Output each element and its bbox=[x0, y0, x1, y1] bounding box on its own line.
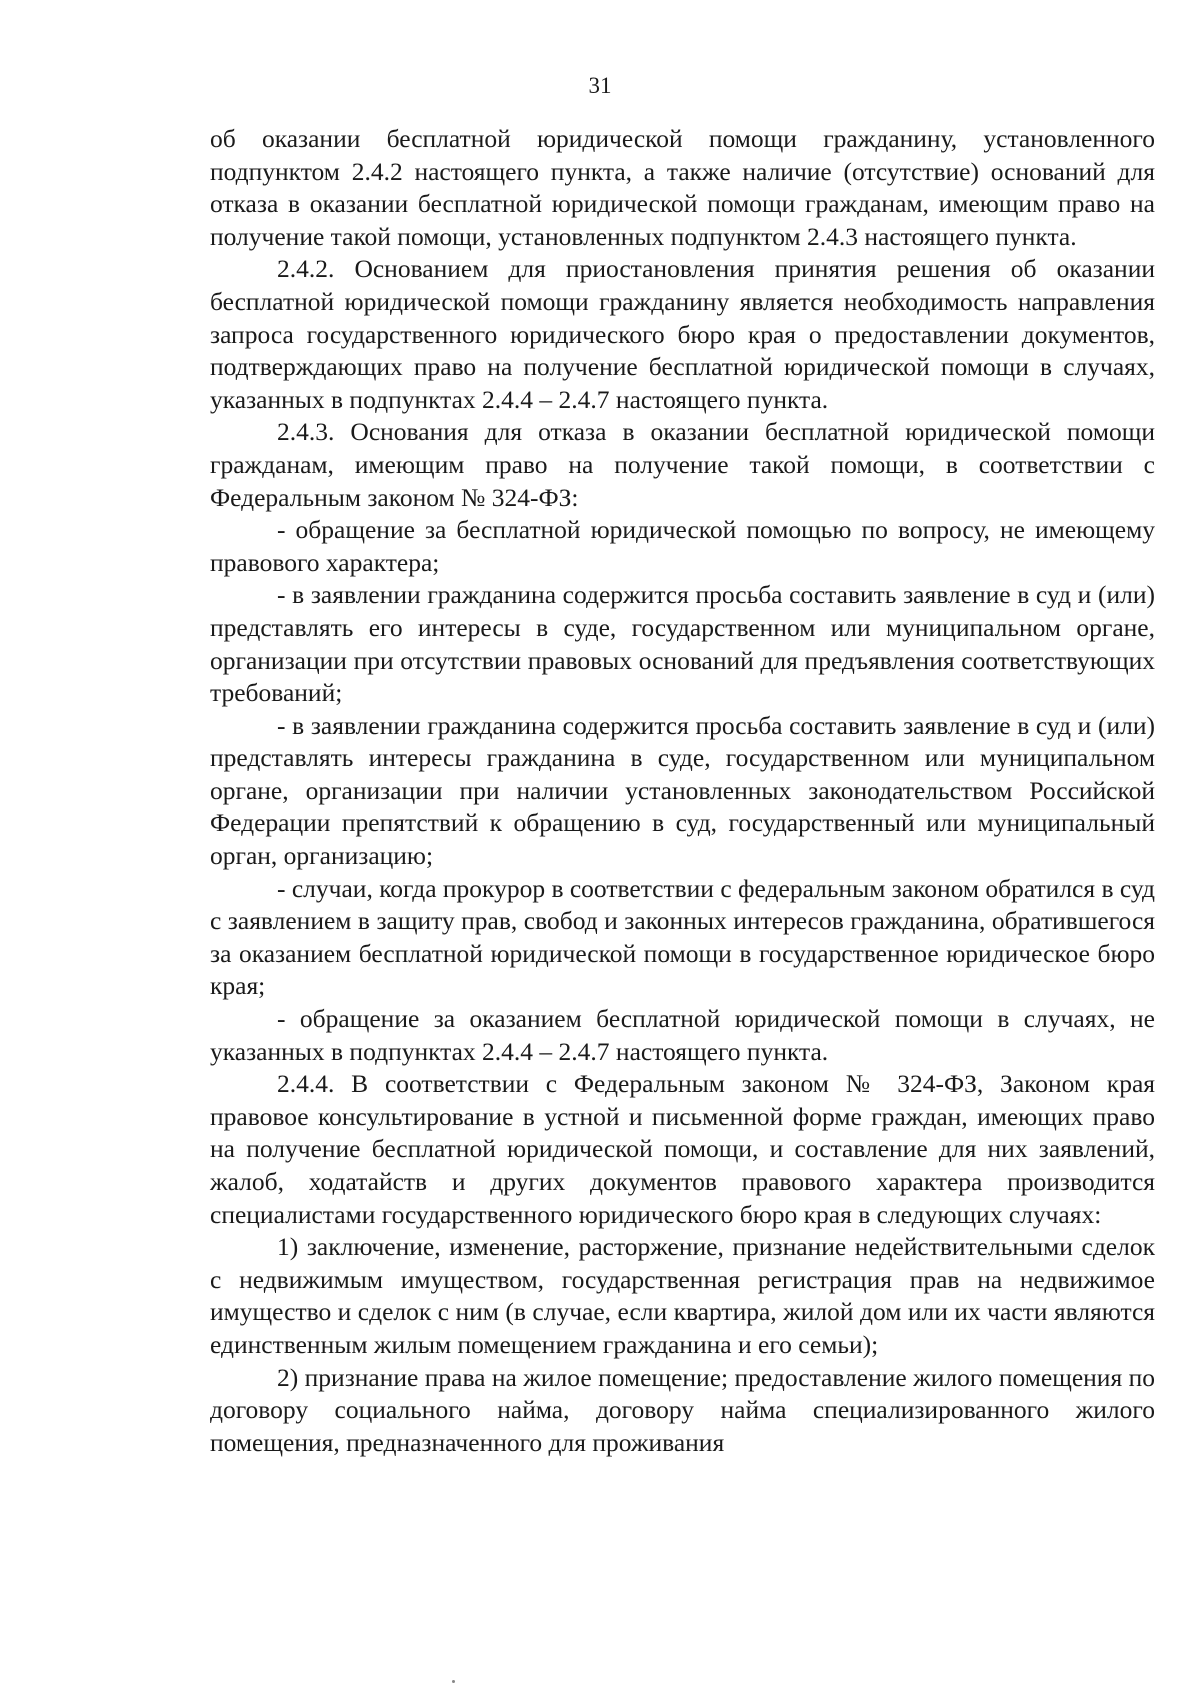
list-item-no-legal-grounds: - в заявлении гражданина содержится просьба составить заявление в суд и (или) представлять его интересы в суде, государственном или муниципальном органе, организации при отсутствии правовых оснований для предъявления соответствующих требований; bbox=[210, 580, 1155, 708]
paragraph-2-4-4: 2.4.4. В соответствии с Федеральным законом № 324-ФЗ, Законом края правовое консультирование в устной и письменной форме граждан, имеющих право на получение бесплатной юридической помощи, и составление для них заявлений, жалоб, ходатайств и других документов правового характера производится специалистами государственного юридического бюро края в следующих случаях: bbox=[210, 1069, 1155, 1229]
list-item-no-legal-character: - обращение за бесплатной юридической помощью по вопросу, не имеющему правового характера; bbox=[210, 515, 1155, 577]
list-item-legal-obstacles: - в заявлении гражданина содержится просьба составить заявление в суд и (или) представлять интересы гражданина в суде, государственном или муниципальном органе, организации при наличии установленных законодательством Российской Федерации препятствий к обращению в суд, государственный или муниципальный орган, организацию; bbox=[210, 710, 1155, 871]
list-item-not-specified-cases: - обращение за оказанием бесплатной юридической помощи в случаях, не указанных в подпунктах 2.4.4 – 2.4.7 настоящего пункта. bbox=[210, 1004, 1155, 1066]
paragraph-2-4-3: 2.4.3. Основания для отказа в оказании бесплатной юридической помощи гражданам, имеющим право на получение такой помощи, в соответствии с Федеральным законом № 324-ФЗ: bbox=[210, 417, 1155, 512]
paragraph-continuation: об оказании бесплатной юридической помощи гражданину, установленного подпунктом 2.4.2 настоящего пункта, а также наличие (отсутствие) оснований для отказа в оказании бесплатной юридической помощи гражданам, имеющим право на получение такой помощи, установленных подпунктом 2.4.3 настоящего пункта. bbox=[210, 124, 1155, 251]
list-item-prosecutor-case: - случаи, когда прокурор в соответствии с федеральным законом обратился в суд с заявлением в защиту прав, свобод и законных интересов гражданина, обратившегося за оказанием бесплатной юридической помощи в государственное юридическое бюро края; bbox=[210, 873, 1155, 1001]
scan-speck bbox=[452, 1680, 455, 1683]
list-item-2-housing-rights: 2) признание права на жилое помещение; предоставление жилого помещения по договору социального найма, договору найма специализированного жилого помещения, предназначенного для проживания bbox=[210, 1362, 1155, 1457]
list-item-1-real-estate: 1) заключение, изменение, расторжение, признание недействительными сделок с недвижимым имуществом, государственная регистрация прав на недвижимое имущество и сделок с ним (в случае, если квартира, жилой дом или их части являются единственным жилым помещением гражданина и его семьи); bbox=[210, 1232, 1155, 1359]
document-body bbox=[210, 123, 1155, 1459]
page-number: 31 bbox=[588, 73, 612, 98]
paragraph-2-4-2: 2.4.2. Основанием для приостановления принятия решения об оказании бесплатной юридической помощи гражданину является необходимость направления запроса государственного юридического бюро края о предоставлении документов, подтверждающих право на получение бесплатной юридической помощи в случаях, указанных в подпунктах 2.4.4 – 2.4.7 настоящего пункта. bbox=[210, 254, 1155, 414]
